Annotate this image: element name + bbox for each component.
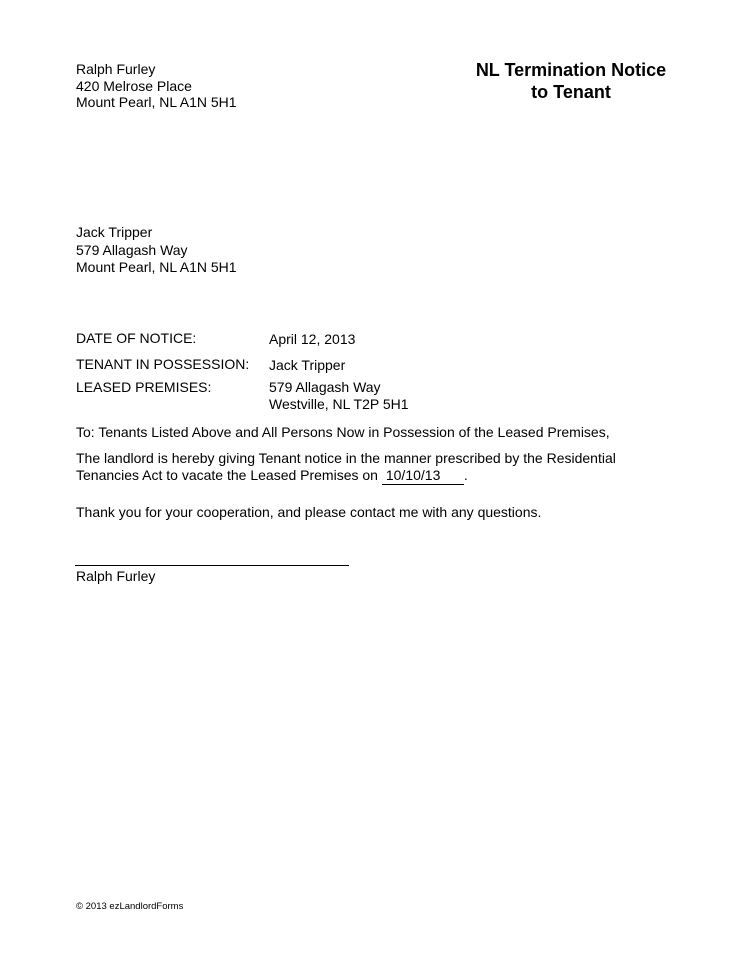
landlord-name: Ralph Furley [76, 61, 156, 77]
landlord-address-block [76, 61, 237, 111]
vacate-date-value: 10/10/13 [385, 467, 441, 483]
notice-line1: The landlord is hereby giving Tenant notice in the manner prescribed by the Residential [76, 450, 616, 466]
closing-statement: Thank you for your cooperation, and please contact me with any questions. [76, 504, 542, 520]
document-title-line1: NL Termination Notice [475, 60, 667, 80]
document-title-line2: to Tenant [531, 82, 611, 102]
notice-line2-suffix: . [463, 467, 468, 483]
landlord-address-line1: 420 Melrose Place [76, 77, 192, 94]
copyright-footer: © 2013 ezLandlordForms [76, 901, 184, 912]
leased-premises-line2: Westville, NL T2P 5H1 [269, 396, 409, 412]
date-of-notice-label: DATE OF NOTICE: [76, 330, 197, 346]
notice-line2 [76, 467, 616, 485]
salutation: To: Tenants Listed Above and All Persons Now in Possession of the Leased Premises, [76, 424, 610, 440]
tenant-address-line1: 579 Allagash Way [76, 241, 188, 258]
notice-line2-prefix: Tenancies Act to vacate the Leased Premises on [76, 467, 382, 483]
tenant-address-line2: Mount Pearl, NL A1N 5H1 [76, 259, 237, 275]
leased-premises-value [269, 379, 409, 413]
tenant-address-block [76, 224, 237, 277]
date-of-notice-value: April 12, 2013 [269, 331, 356, 347]
tenant-in-possession-label: TENANT IN POSSESSION: [76, 356, 250, 372]
landlord-address-line2: Mount Pearl, NL A1N 5H1 [76, 94, 237, 110]
tenant-name: Jack Tripper [76, 224, 153, 240]
leased-premises-label: LEASED PREMISES: [76, 379, 212, 395]
signature-line [75, 565, 349, 566]
vacate-date [382, 467, 464, 485]
document-title [456, 59, 686, 103]
signature-name: Ralph Furley [76, 568, 156, 584]
notice-paragraph [76, 450, 616, 485]
tenant-in-possession-value: Jack Tripper [269, 357, 346, 373]
leased-premises-line1: 579 Allagash Way [269, 379, 381, 395]
